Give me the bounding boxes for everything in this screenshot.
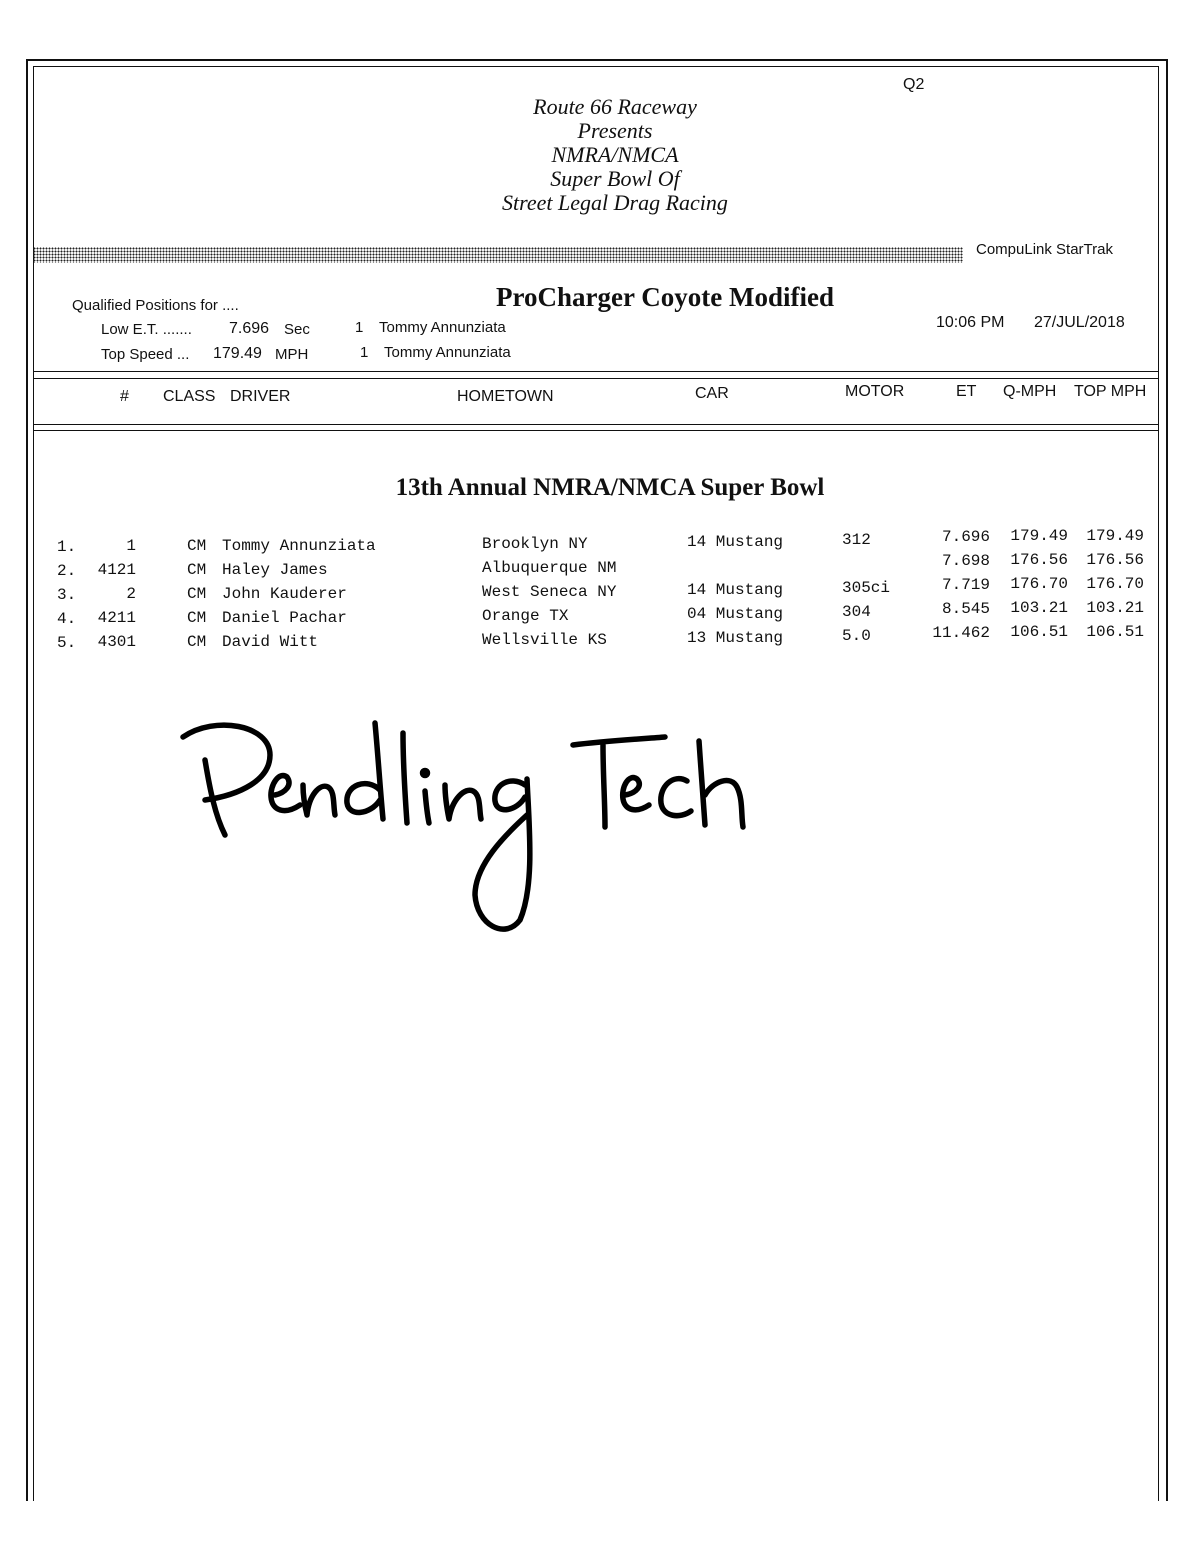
row-class: CM xyxy=(187,633,207,651)
row-q-mph: 176.56 xyxy=(1010,551,1068,569)
column-header-number: # xyxy=(120,388,129,405)
header-line: Super Bowl Of xyxy=(550,166,680,191)
row-et: 7.719 xyxy=(941,576,990,594)
column-header-hometown: HOMETOWN xyxy=(457,388,554,405)
qualified-label: Qualified Positions for .... xyxy=(72,297,239,314)
heat-label: Q2 xyxy=(903,76,925,93)
row-motor: 304 xyxy=(842,603,871,621)
rule xyxy=(33,371,1158,372)
row-et: 11.462 xyxy=(932,624,990,642)
row-driver: Daniel Pachar xyxy=(222,609,347,627)
row-car: 14 Mustang xyxy=(687,581,784,599)
dotted-rule xyxy=(33,247,963,263)
row-hometown: Brooklyn NY xyxy=(482,535,588,553)
class-title: ProCharger Coyote Modified xyxy=(496,282,834,312)
row-top-mph: 179.49 xyxy=(1086,527,1144,545)
row-motor: 312 xyxy=(842,531,871,549)
row-class: CM xyxy=(187,561,207,579)
row-number: 2 xyxy=(126,585,136,603)
header-line: Presents xyxy=(577,118,653,143)
row-q-mph: 106.51 xyxy=(1010,623,1068,641)
row-number: 1 xyxy=(126,537,136,555)
header-line: NMRA/NMCA xyxy=(551,142,679,167)
top-speed-position: 1 xyxy=(360,344,369,361)
row-q-mph: 176.70 xyxy=(1010,575,1068,593)
rule xyxy=(33,430,1158,431)
row-number: 4211 xyxy=(97,609,136,627)
handwritten-note xyxy=(175,715,775,945)
low-et-value: 7.696 xyxy=(229,320,270,337)
row-car: 04 Mustang xyxy=(687,605,784,623)
row-top-mph: 103.21 xyxy=(1086,599,1144,617)
row-number: 4301 xyxy=(97,633,136,651)
row-top-mph: 176.70 xyxy=(1086,575,1144,593)
row-class: CM xyxy=(187,537,207,555)
top-speed-driver: Tommy Annunziata xyxy=(384,344,511,361)
top-speed-label: Top Speed ... xyxy=(101,346,190,363)
event-title: 13th Annual NMRA/NMCA Super Bowl xyxy=(395,474,825,501)
column-header-car: CAR xyxy=(695,385,729,402)
row-top-mph: 106.51 xyxy=(1086,623,1144,641)
column-header-q-mph: Q-MPH xyxy=(1003,383,1057,400)
rule xyxy=(33,424,1158,425)
column-header-class: CLASS xyxy=(163,388,216,405)
row-car: 14 Mustang xyxy=(687,533,784,551)
header-line: Street Legal Drag Racing xyxy=(502,190,728,215)
report-time: 10:06 PM xyxy=(936,314,1005,331)
row-position: 3. xyxy=(57,586,77,604)
row-motor: 5.0 xyxy=(842,627,871,645)
row-q-mph: 179.49 xyxy=(1010,527,1068,545)
row-driver: Tommy Annunziata xyxy=(222,537,376,555)
row-position: 1. xyxy=(57,538,77,556)
row-et: 8.545 xyxy=(941,600,990,618)
row-number: 4121 xyxy=(97,561,136,579)
header-line: Route 66 Raceway xyxy=(533,94,697,119)
row-hometown: Orange TX xyxy=(482,607,569,625)
low-et-position: 1 xyxy=(355,319,364,336)
row-driver: John Kauderer xyxy=(222,585,347,603)
row-hometown: West Seneca NY xyxy=(482,583,617,601)
row-hometown: Wellsville KS xyxy=(482,631,607,649)
row-et: 7.698 xyxy=(941,552,990,570)
row-car: 13 Mustang xyxy=(687,629,784,647)
row-et: 7.696 xyxy=(941,528,990,546)
top-speed-value: 179.49 xyxy=(213,345,262,362)
rule xyxy=(33,378,1158,379)
row-position: 4. xyxy=(57,610,77,628)
row-class: CM xyxy=(187,609,207,627)
column-header-motor: MOTOR xyxy=(845,383,905,400)
low-et-driver: Tommy Annunziata xyxy=(379,319,506,336)
row-top-mph: 176.56 xyxy=(1086,551,1144,569)
row-position: 5. xyxy=(57,634,77,652)
low-et-label: Low E.T. ....... xyxy=(101,321,192,338)
column-header-top-mph: TOP MPH xyxy=(1074,383,1147,400)
row-hometown: Albuquerque NM xyxy=(482,559,617,577)
report-date: 27/JUL/2018 xyxy=(1034,314,1125,331)
low-et-unit: Sec xyxy=(284,321,310,338)
column-header-et: ET xyxy=(956,383,977,400)
row-position: 2. xyxy=(57,562,77,580)
software-brand: CompuLink StarTrak xyxy=(976,241,1113,258)
row-driver: David Witt xyxy=(222,633,319,651)
row-class: CM xyxy=(187,585,207,603)
column-header-driver: DRIVER xyxy=(230,388,291,405)
event-header xyxy=(400,95,830,215)
row-motor: 305ci xyxy=(842,579,891,597)
row-driver: Haley James xyxy=(222,561,328,579)
top-speed-unit: MPH xyxy=(275,346,309,363)
row-q-mph: 103.21 xyxy=(1010,599,1068,617)
